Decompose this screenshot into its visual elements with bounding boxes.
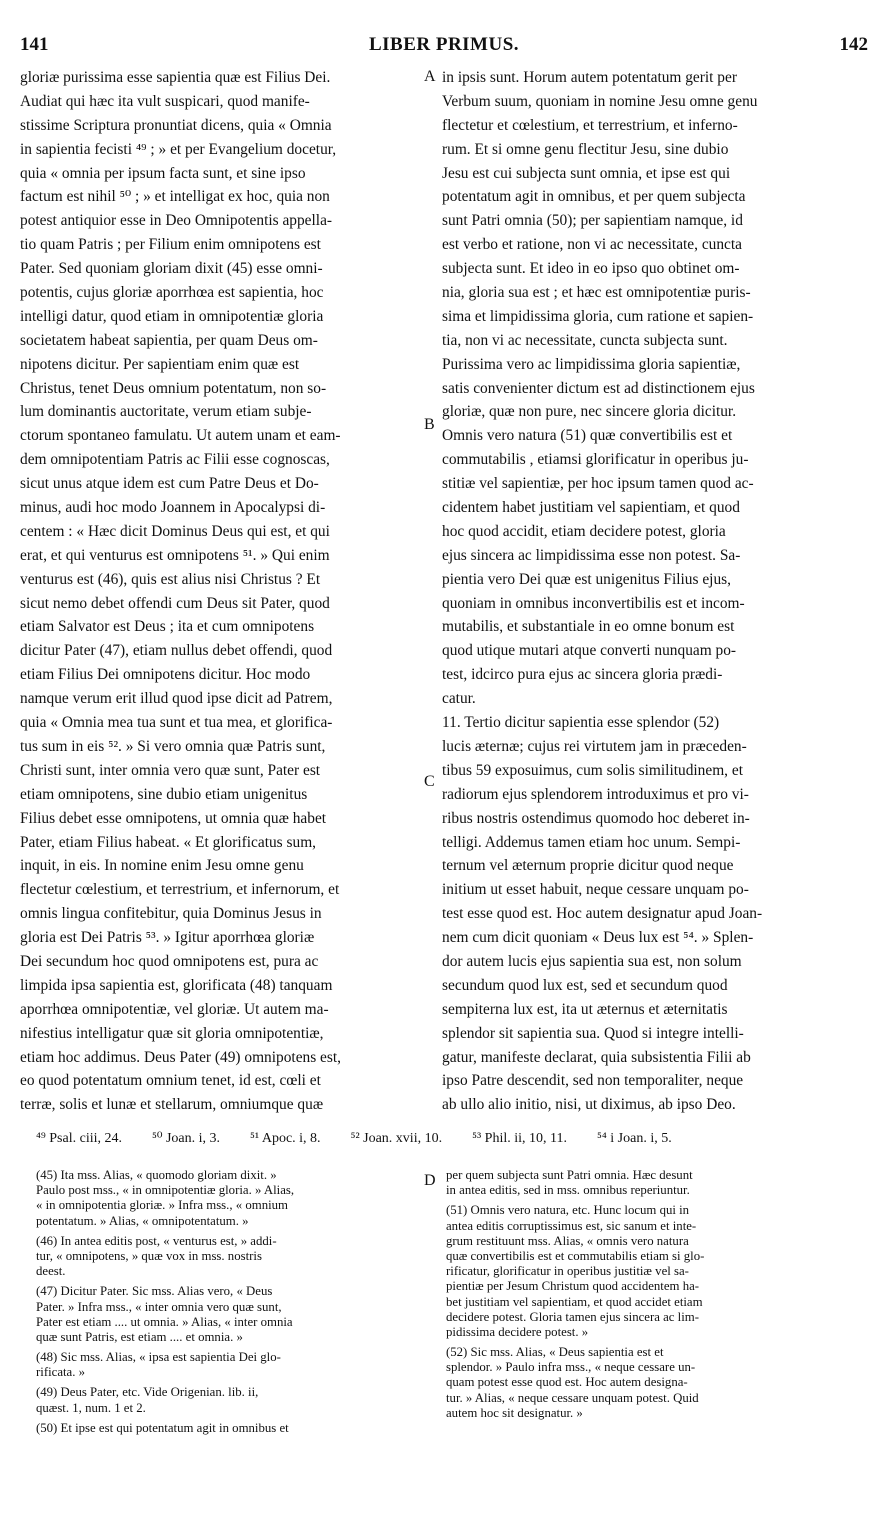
- footnote-line: (47) Dicitur Pater. Sic mss. Alias vero, « Deus: [36, 1284, 273, 1299]
- text-line: quoniam in omnibus inconvertibilis est et incom-: [442, 594, 745, 612]
- text-line: ejus sincera ac limpidissima esse non potest. Sa-: [442, 546, 741, 564]
- footnote-line: splendor. » Paulo infra mss., « neque cessare un-: [446, 1360, 696, 1375]
- text-line: minus, audi hoc modo Joannem in Apocalypsi di-: [20, 499, 326, 517]
- margin-marker-b: B: [424, 416, 435, 433]
- footnote-line: (45) Ita mss. Alias, « quomodo gloriam dixit. »: [36, 1168, 277, 1182]
- text-line: dem omnipotentiam Patris ac Filii esse cognoscas,: [20, 451, 330, 469]
- footnote-line: Paulo post mss., « in omnipotentiæ gloria. » Alias,: [36, 1183, 295, 1198]
- text-line: mutabilis, et substantiale in eo omne bonum est: [442, 618, 735, 636]
- text-line: initium ut esset habuit, neque cessare unquam po-: [442, 881, 749, 899]
- text-line: nem cum dicit quoniam « Deus lux est ⁵⁴. » Splen-: [442, 929, 754, 947]
- margin-marker-c: C: [424, 773, 435, 790]
- text-line: tio quam Patris ; per Filium enim omnipotens est: [20, 236, 321, 254]
- text-line: splendor sit sapientia sua. Quod si integre intelli-: [442, 1024, 744, 1042]
- page-header: [14, 34, 874, 58]
- text-line: radiorum ejus splendorem introduximus et pro vi-: [442, 785, 749, 803]
- text-line: nifestius intelligatur quæ sit gloria omnipotentiæ,: [20, 1024, 324, 1042]
- text-line: Audiat qui hæc ita vult suspicari, quod manife-: [20, 92, 310, 110]
- text-line: etiam omnipotens, sine dubio etiam unigenitus: [20, 785, 308, 803]
- citation: ⁵¹ Apoc. i, 8.: [250, 1131, 321, 1146]
- text-line: namque verum erit illud quod ipse dicit ad Patrem,: [20, 690, 333, 708]
- footnote-line: pientiæ per Jesum Christum quod accidentem ha-: [446, 1279, 700, 1294]
- text-line: venturus est (46), quis est alius nisi Christus ? Et: [20, 570, 321, 588]
- footnotes-left: [36, 1168, 416, 1436]
- text-line: dicitur Pater (47), etiam nullus debet offendi, quod: [20, 642, 333, 660]
- text-line: stissime Scriptura pronuntiat dicens, quia « Omnia: [20, 116, 332, 134]
- text-line: Filius debet esse omnipotens, ut omnia quæ habet: [20, 809, 327, 827]
- text-line: commutabilis , etiamsi glorificatur in operibus ju-: [442, 451, 749, 469]
- text-line: ipso Patre descendit, sed non temporaliter, neque: [442, 1072, 744, 1090]
- text-line: eo quod potentatum omnium tenet, id est, cœli et: [20, 1072, 321, 1090]
- text-line: intelligi datur, quod etiam in omnipotentiæ gloria: [20, 307, 324, 325]
- footnote-line: in antea editis, sed in mss. omnibus reperiuntur.: [446, 1183, 690, 1198]
- footnote-line: tur, « omnipotens, » quæ vox in mss. nostris: [36, 1248, 262, 1263]
- citation: ⁵⁴ i Joan. i, 5.: [597, 1131, 672, 1146]
- text-line: etiam Salvator est Deus ; ita et cum omnipotens: [20, 618, 315, 636]
- text-line: subjecta sunt. Et ideo in eo ipso quo obtinet om-: [442, 260, 740, 278]
- text-line: hoc quod accidit, etiam decidere potest, gloria: [442, 522, 726, 540]
- text-line: lucis æternæ; cujus rei virtutem jam in præceden-: [442, 737, 747, 755]
- text-line: gloriæ, quæ non pure, nec sincere gloria dicitur.: [442, 403, 737, 421]
- text-line: Christus, tenet Deus omnium potentatum, non so-: [20, 379, 327, 397]
- text-line: potentis, cujus gloriæ aporrhœa est sapientia, hoc: [20, 284, 324, 302]
- text-line: centem : « Hæc dicit Dominus Deus qui est, et qui: [20, 522, 330, 540]
- text-line: est verbo et ratione, non vi ac necessitate, cuncta: [442, 236, 742, 254]
- text-line: erat, et qui venturus est omnipotens ⁵¹. » Qui enim: [20, 546, 330, 564]
- text-line: potentatum agit in omnibus, et per quem subjecta: [442, 188, 746, 206]
- text-line: limpida ipsa sapientia est, glorificata (48) tanquam: [20, 976, 333, 994]
- footnote-line: per quem subjecta sunt Patri omnia. Hæc desunt: [446, 1168, 693, 1182]
- footnote-line: bet justitiam vel sapientiam, et quod accidet etiam: [446, 1294, 703, 1309]
- scripture-citations: [36, 1130, 858, 1147]
- footnote-line: deest.: [36, 1264, 66, 1279]
- text-line: ternum vel æternum proprie dicitur quod neque: [442, 857, 734, 875]
- text-line: quia « omnia per ipsum facta sunt, et sine ipso: [20, 164, 306, 182]
- citation: ⁵² Joan. xvii, 10.: [350, 1131, 443, 1146]
- footnote-line: Pater est etiam .... ut omnia. » Alias, « inter omnia: [36, 1314, 293, 1329]
- text-line: etiam Filius Dei omnipotens dicitur. Hoc modo: [20, 666, 311, 684]
- text-line: flectetur cœlestium, et terrestrium, et infernorum, et: [20, 881, 340, 899]
- citation: ⁴⁹ Psal. ciii, 24.: [36, 1131, 122, 1146]
- footnotes-right: [446, 1168, 852, 1421]
- text-line: ribus nostris ostendimus quomodo hoc deberet in-: [442, 809, 750, 827]
- text-line: factum est nihil ⁵⁰ ; » et intelligat ex hoc, quia non: [20, 188, 330, 206]
- text-line: in ipsis sunt. Horum autem potentatum gerit per: [442, 69, 737, 86]
- footnote-line: grum restituunt mss. Alias, « omnis vero natura: [446, 1233, 689, 1248]
- margin-marker-d: D: [424, 1172, 436, 1189]
- text-line: pientia vero Dei quæ est unigenitus Filius ejus,: [442, 570, 731, 588]
- text-line: stitiæ vel sapientiæ, per hoc ipsum tamen quod ac-: [442, 475, 754, 493]
- text-line: test, idcirco pura ejus ac sincera gloria prædi-: [442, 666, 723, 684]
- text-line: sicut unus atque idem est cum Patre Deus et Do-: [20, 475, 319, 493]
- text-line: aporrhœa omnipotentiæ, vel gloriæ. Ut autem ma-: [20, 1000, 329, 1018]
- text-line: Verbum suum, quoniam in nomine Jesu omne genu: [442, 92, 758, 110]
- footnote-line: quæ sunt Patris, est etiam .... et omnia. »: [36, 1329, 243, 1344]
- text-line: ab ullo alio initio, nisi, ut diximus, ab ipso Deo.: [442, 1096, 736, 1114]
- text-line: Jesu est cui subjecta sunt omnia, et ipse est qui: [442, 164, 731, 182]
- text-line: sempiterna lux est, ita ut æternus et æternitatis: [442, 1000, 728, 1018]
- text-line: dor autem lucis ejus sapientia sua est, non solum: [442, 952, 742, 970]
- text-line: Omnis vero natura (51) quæ convertibilis est et: [442, 427, 733, 445]
- footnote-line: « in omnipotentia gloriæ. » Infra mss., « omnium: [36, 1198, 289, 1213]
- text-line: flectetur et cœlestium, et terrestrium, et inferno-: [442, 116, 738, 134]
- text-line: quod utique mutari atque converti nunquam po-: [442, 642, 737, 660]
- text-line: gloria est Dei Patris ⁵³. » Igitur aporrhœa gloriæ: [20, 929, 315, 947]
- page-number-left: 141: [20, 34, 49, 55]
- text-line: tia, non vi ac necessitate, cuncta subjecta sunt.: [442, 331, 728, 349]
- text-line: terræ, solis et lunæ et stellarum, omniumque quæ: [20, 1096, 324, 1114]
- text-line: rum. Et si omne genu flectitur Jesu, sine dubio: [442, 140, 729, 158]
- text-line: in sapientia fecisti ⁴⁹ ; » et per Evangelium docetur,: [20, 140, 337, 158]
- footnote-line: quæst. 1, num. 1 et 2.: [36, 1400, 146, 1415]
- footnote-line: (49) Deus Pater, etc. Vide Origenian. lib. ii,: [36, 1385, 259, 1400]
- footnote-line: (52) Sic mss. Alias, « Deus sapientia est et: [446, 1345, 664, 1360]
- text-line: omnis lingua confitebitur, quia Dominus Jesus in: [20, 905, 322, 923]
- citation: ⁵³ Phil. ii, 10, 11.: [472, 1131, 567, 1146]
- text-line: lum dominantis auctoritate, verum etiam subje-: [20, 403, 312, 421]
- footnote-line: quæ convertibilis est et commutabilis etiam si glo-: [446, 1248, 705, 1263]
- footnote-line: (50) Et ipse est qui potentatum agit in omnibus et: [36, 1420, 289, 1435]
- text-line: cidentem habet justitiam vel sapientiam, et quod: [442, 499, 740, 517]
- footnote-line: tur. » Alias, « neque cessare unquam potest. Quid: [446, 1390, 699, 1405]
- right-text-column: [442, 66, 850, 1117]
- footnote-line: antea editis corruptissimus est, sic sanum et inte-: [446, 1218, 697, 1233]
- text-line: tibus 59 exposuimus, cum solis similitudinem, et: [442, 761, 743, 779]
- text-line: sunt Patri omnia (50); per sapientiam namque, id: [442, 212, 743, 230]
- text-line: etiam hoc addimus. Deus Pater (49) omnipotens est,: [20, 1048, 342, 1066]
- text-line: 11. Tertio dicitur sapientia esse splendor (52): [442, 714, 720, 732]
- text-line: Pater, etiam Filius habeat. « Et glorificatus sum,: [20, 833, 317, 851]
- footnote-line: (51) Omnis vero natura, etc. Hunc locum qui in: [446, 1203, 690, 1218]
- footnote-line: rificatur, glorificatur in operibus justitiæ vel sa-: [446, 1264, 689, 1279]
- text-line: potest antiquior esse in Deo Omnipotentis appella-: [20, 212, 333, 230]
- text-line: telligi. Addemus tamen etiam hoc unum. Sempi-: [442, 833, 741, 851]
- text-line: Christi sunt, inter omnia vero quæ sunt, Pater est: [20, 761, 321, 779]
- text-line: Pater. Sed quoniam gloriam dixit (45) esse omni-: [20, 260, 323, 278]
- footnote-line: (48) Sic mss. Alias, « ipsa est sapientia Dei glo-: [36, 1350, 281, 1365]
- text-line: nipotens dicitur. Per sapientiam enim quæ est: [20, 355, 300, 373]
- page-number-right: 142: [839, 34, 868, 55]
- text-line: test esse quod est. Hoc autem designatur apud Joan-: [442, 905, 763, 923]
- footnote-line: Pater. » Infra mss., « inter omnia vero quæ sunt,: [36, 1299, 282, 1314]
- margin-marker-a: A: [424, 68, 436, 85]
- text-line: gatur, manifeste declarat, quia subsistentia Filii ab: [442, 1048, 751, 1066]
- footnote-line: rificata. »: [36, 1365, 86, 1380]
- footnote-line: autem hoc sit designatur. »: [446, 1405, 583, 1420]
- text-line: sicut nemo debet offendi cum Deus sit Pater, quod: [20, 594, 330, 612]
- text-line: Dei secundum hoc quod omnipotens est, pura ac: [20, 952, 319, 970]
- text-line: inquit, in eis. In nomine enim Jesu omne genu: [20, 857, 304, 875]
- text-line: secundum quod lux est, sed et secundum quod: [442, 976, 728, 994]
- text-line: catur.: [442, 690, 476, 708]
- footnote-line: decidere potest. Gloria tamen ejus sincera ac lim-: [446, 1309, 699, 1324]
- text-line: sima et limpidissima gloria, cum ratione et sapien-: [442, 307, 754, 325]
- text-line: quia « Omnia mea tua sunt et tua mea, et glorifica-: [20, 714, 333, 732]
- text-line: satis convenienter dictum est ad distinctionem ejus: [442, 379, 755, 397]
- text-line: Purissima vero ac limpidissima gloria sapientiæ,: [442, 355, 741, 373]
- citation: ⁵⁰ Joan. i, 3.: [151, 1131, 221, 1146]
- footnote-line: pidissima decidere potest. »: [446, 1324, 589, 1339]
- text-line: nia, gloria sua est ; et hæc est omnipotentiæ puris-: [442, 284, 751, 302]
- text-line: tus sum in eis ⁵². » Si vero omnia quæ Patris sunt,: [20, 737, 326, 755]
- left-text-column: [20, 66, 420, 1117]
- footnote-line: potentatum. » Alias, « omnipotentatum. »: [36, 1213, 249, 1228]
- footnote-line: quam potest esse quod est. Hoc autem designa-: [446, 1375, 688, 1390]
- text-line: gloriæ purissima esse sapientia quæ est Filius Dei.: [20, 69, 331, 86]
- text-line: ctorum spontaneo famulatu. Ut autem unam et eam-: [20, 427, 341, 445]
- footnote-line: (46) In antea editis post, « venturus est, » addi-: [36, 1233, 277, 1248]
- running-title: LIBER PRIMUS.: [368, 34, 520, 55]
- text-line: societatem habeat sapientia, per quam Deus om-: [20, 331, 318, 349]
